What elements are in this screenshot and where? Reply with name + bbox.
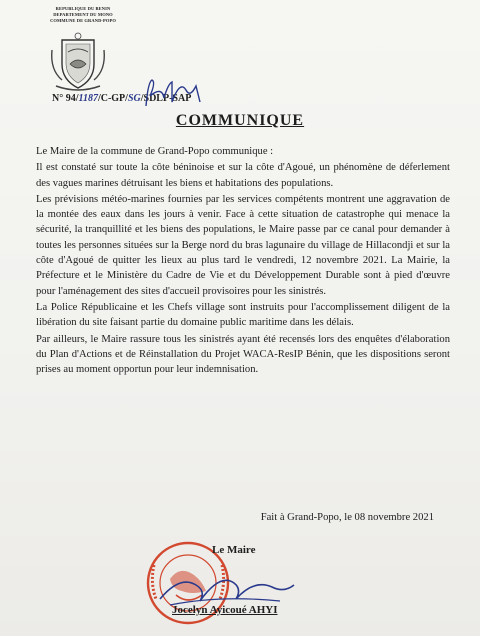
- letterhead: [40, 6, 126, 24]
- coat-of-arms-icon: [48, 30, 108, 92]
- document-title: COMMUNIQUE: [175, 112, 305, 129]
- letterhead-line-1: REPUBLIQUE DU BENIN: [55, 6, 111, 11]
- document-body: [36, 144, 450, 378]
- paragraph-1: Il est constaté sur toute la côte béninoise et sur la côte d'Agoué, un phénomène de déferlement des vagues marines détruisant les biens et habitations des populations.: [36, 162, 450, 189]
- letterhead-line-2: DEPARTEMENT DU MONO: [53, 12, 113, 17]
- signatory-title: Le Maire: [212, 544, 256, 556]
- intro-line: Le Maire de la commune de Grand-Popo communique :: [36, 146, 274, 157]
- paragraph-3: La Police Républicaine et les Chefs village sont instruits pour l'accomplissement diligent de la libération du site faisant partie du domaine public maritime dans les délais.: [36, 301, 450, 329]
- handwritten-initials-icon: [138, 76, 208, 108]
- reference-handwritten-code: SG: [127, 93, 141, 104]
- reference-handwritten-number: 1187: [78, 93, 98, 104]
- paragraph-2: Les prévisions météo-marines fournies par les services compétents montrent une aggravation de la montée des eaux dans les jours à venir. Face à cette situation de catastrophe qui menace la sécurité, la tranquillité et les biens des populations, le Maire passe par ce canal pour demander à toutes les personnes situées sur la Berge nord du bras lagunaire du village de Hillacondji et sur la côte d'Agoué de quitter les lieux au plus tard le vendredi, 12 novembre 2021. La Mairie, la Préfecture et le Ministère du Cadre de Vie et du Développement Durable sont à pied d'œuvre pour l'aménagement des sites d'accueil provisoires pour les sinistrés.: [36, 193, 450, 297]
- reference-code-2: /SDLP-SAP: [140, 93, 192, 104]
- place-date: Fait à Grand-Popo, le 08 novembre 2021: [260, 512, 434, 523]
- signatory-name: Jocelyn Ayicoué AHYI: [172, 604, 278, 616]
- reference-prefix: N° 94/: [52, 93, 79, 104]
- reference-code-1: /C-GP/: [97, 93, 128, 104]
- letterhead-line-3: COMMUNE DE GRAND-POPO: [50, 18, 116, 23]
- paragraph-4: Par ailleurs, le Maire rassure tous les sinistrés ayant été recensés lors des enquêtes d'élaboration du Plan d'Actions et de Réinstallation du Projet WACA-ResIP Bénin, que les dispositions seront prises au moment opportun pour leur indemnisation.: [36, 333, 450, 376]
